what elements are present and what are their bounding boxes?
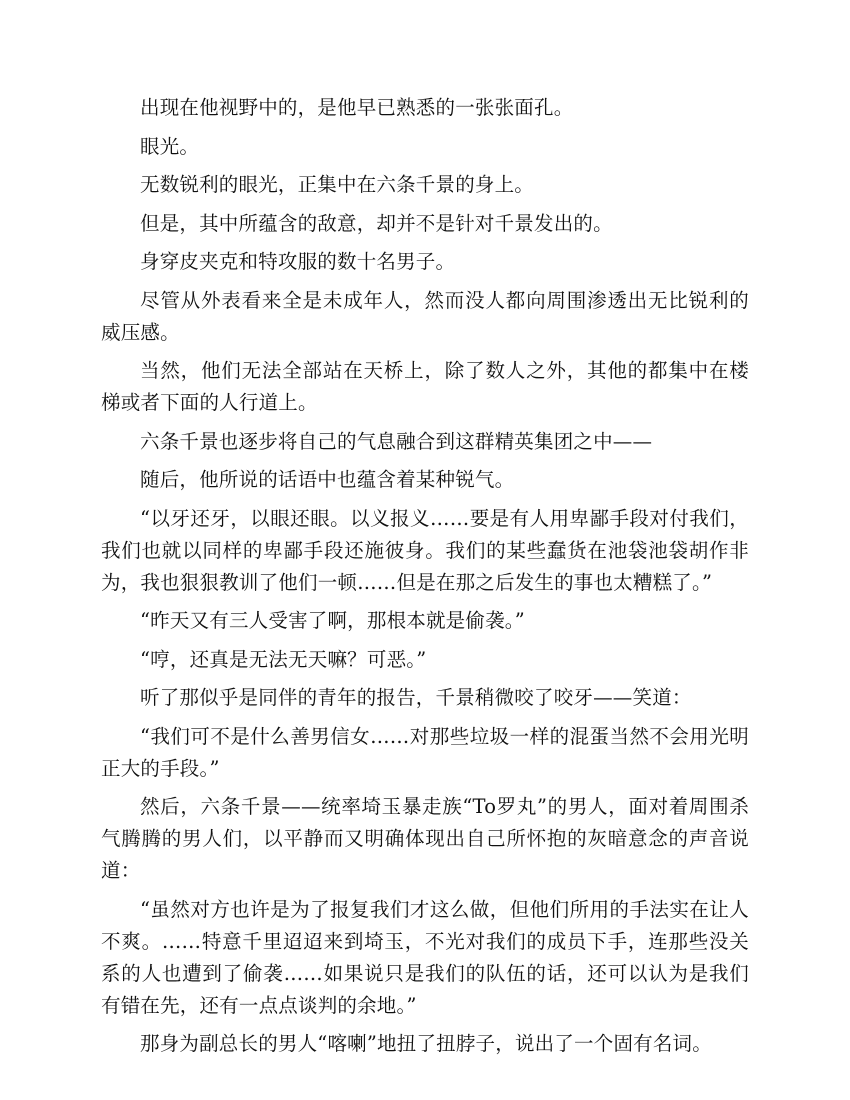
paragraph: 但是，其中所蕴含的敌意，却并不是针对千景发出的。 (140, 211, 613, 235)
paragraph: “昨天又有三人受害了啊，那根本就是偷袭。” (140, 609, 525, 632)
paragraph: 那身为副总长的男人“喀喇”地扭了扭脖子，说出了一个固有名词。 (140, 1032, 712, 1055)
paragraph: 当然，他们无法全部站在天桥上，除了数人之外，其他的都集中在楼梯或者下面的人行道上。 (101, 359, 749, 414)
paragraph: “以牙还牙，以眼还眼。以义报义……要是有人用卑鄙手段对付我们，我们也就以同样的卑鄙手段还施彼身。我们的某些蠢货在池袋池袋胡作非为，我也狠狠教训了他们一顿……但是在那之后发生的事也太糟糕了。” (101, 506, 749, 594)
paragraph: 无数锐利的眼光，正集中在六条千景的身上。 (140, 173, 535, 196)
paragraph: 然后，六条千景——统率埼玉暴走族“To罗丸”的男人，面对着周围杀气腾腾的男人们，以平静而又明确体现出自己所怀抱的灰暗意念的声音说道： (101, 795, 749, 882)
paragraph: 听了那似乎是同伴的青年的报告，千景稍微咬了咬牙——笑道： (140, 686, 692, 709)
paragraph: “哼，还真是无法无天嘛？可恶。” (140, 647, 427, 671)
paragraph: “虽然对方也许是为了报复我们才这么做，但他们所用的手法实在让人不爽。……特意千里迢迢来到埼玉，不光对我们的成员下手，连那些没关系的人也遭到了偷袭……如果说只是我们的队伍的话，还可以认为是我们有错在先，还有一点点谈判的余地。” (101, 897, 749, 1017)
paragraph: 六条千景也逐步将自己的气息融合到这群精英集团之中—— (140, 429, 653, 453)
paragraph: “我们可不是什么善男信女……对那些垃圾一样的混蛋当然不会用光明正大的手段。” (101, 724, 749, 780)
paragraph: 眼光。 (140, 134, 200, 158)
paragraph: 尽管从外表看来全是未成年人，然而没人都向周围渗透出无比锐利的威压感。 (101, 288, 749, 344)
paragraph: 随后，他所说的话语中也蕴含着某种锐气。 (140, 468, 515, 491)
paragraph: 身穿皮夹克和特攻服的数十名男子。 (140, 250, 456, 273)
document-page (101, 92, 749, 1067)
paragraph: 出现在他视野中的，是他早已熟悉的一张张面孔。 (140, 96, 574, 119)
